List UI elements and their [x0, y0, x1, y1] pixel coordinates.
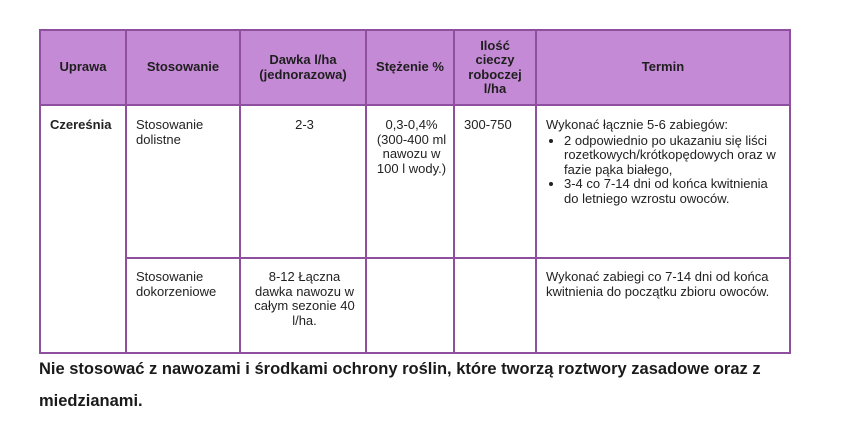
- table-header-row: [40, 30, 790, 105]
- dose-cell: 8-12 Łączna dawka nawozu w całym sezonie 40 l/ha.: [240, 258, 366, 353]
- timing-list: [546, 134, 783, 207]
- header-crop: Uprawa: [40, 30, 126, 105]
- crop-cell: Czereśnia: [40, 105, 126, 353]
- application-cell: Stosowanie dolistne: [126, 105, 240, 258]
- concentration-cell: [366, 258, 454, 353]
- table-row: [40, 258, 790, 353]
- application-cell: Stosowanie dokorzeniowe: [126, 258, 240, 353]
- table-row: [40, 105, 790, 258]
- warning-note: Nie stosować z nawozami i środkami ochrony roślin, które tworzą roztwory zasadowe oraz z miedzianami.: [39, 360, 761, 410]
- timing-list-item: • 3-4 co 7-14 dni od końca kwitnienia do letniego wzrostu owoców.: [564, 177, 783, 206]
- header-dose: Dawka l/ha (jednorazowa): [240, 30, 366, 105]
- header-application: Stosowanie: [126, 30, 240, 105]
- concentration-cell: 0,3-0,4% (300-400 ml nawozu w 100 l wody.): [366, 105, 454, 258]
- timing-intro: Wykonać łącznie 5-6 zabiegów:: [546, 117, 728, 132]
- header-water-volume: Ilość cieczy roboczej l/ha: [454, 30, 536, 105]
- water-volume-cell: [454, 258, 536, 353]
- timing-cell: Wykonać zabiegi co 7-14 dni od końca kwitnienia do początku zbioru owoców.: [536, 258, 790, 353]
- dosage-table: [39, 29, 791, 354]
- timing-cell: [536, 105, 790, 258]
- water-volume-cell: 300-750: [454, 105, 536, 258]
- header-concentration: Stężenie %: [366, 30, 454, 105]
- header-timing: Termin: [536, 30, 790, 105]
- dose-cell: 2-3: [240, 105, 366, 258]
- timing-list-item: • 2 odpowiednio po ukazaniu się liści rozetkowych/krótkopędowych oraz w fazie pąka białego,: [564, 134, 783, 178]
